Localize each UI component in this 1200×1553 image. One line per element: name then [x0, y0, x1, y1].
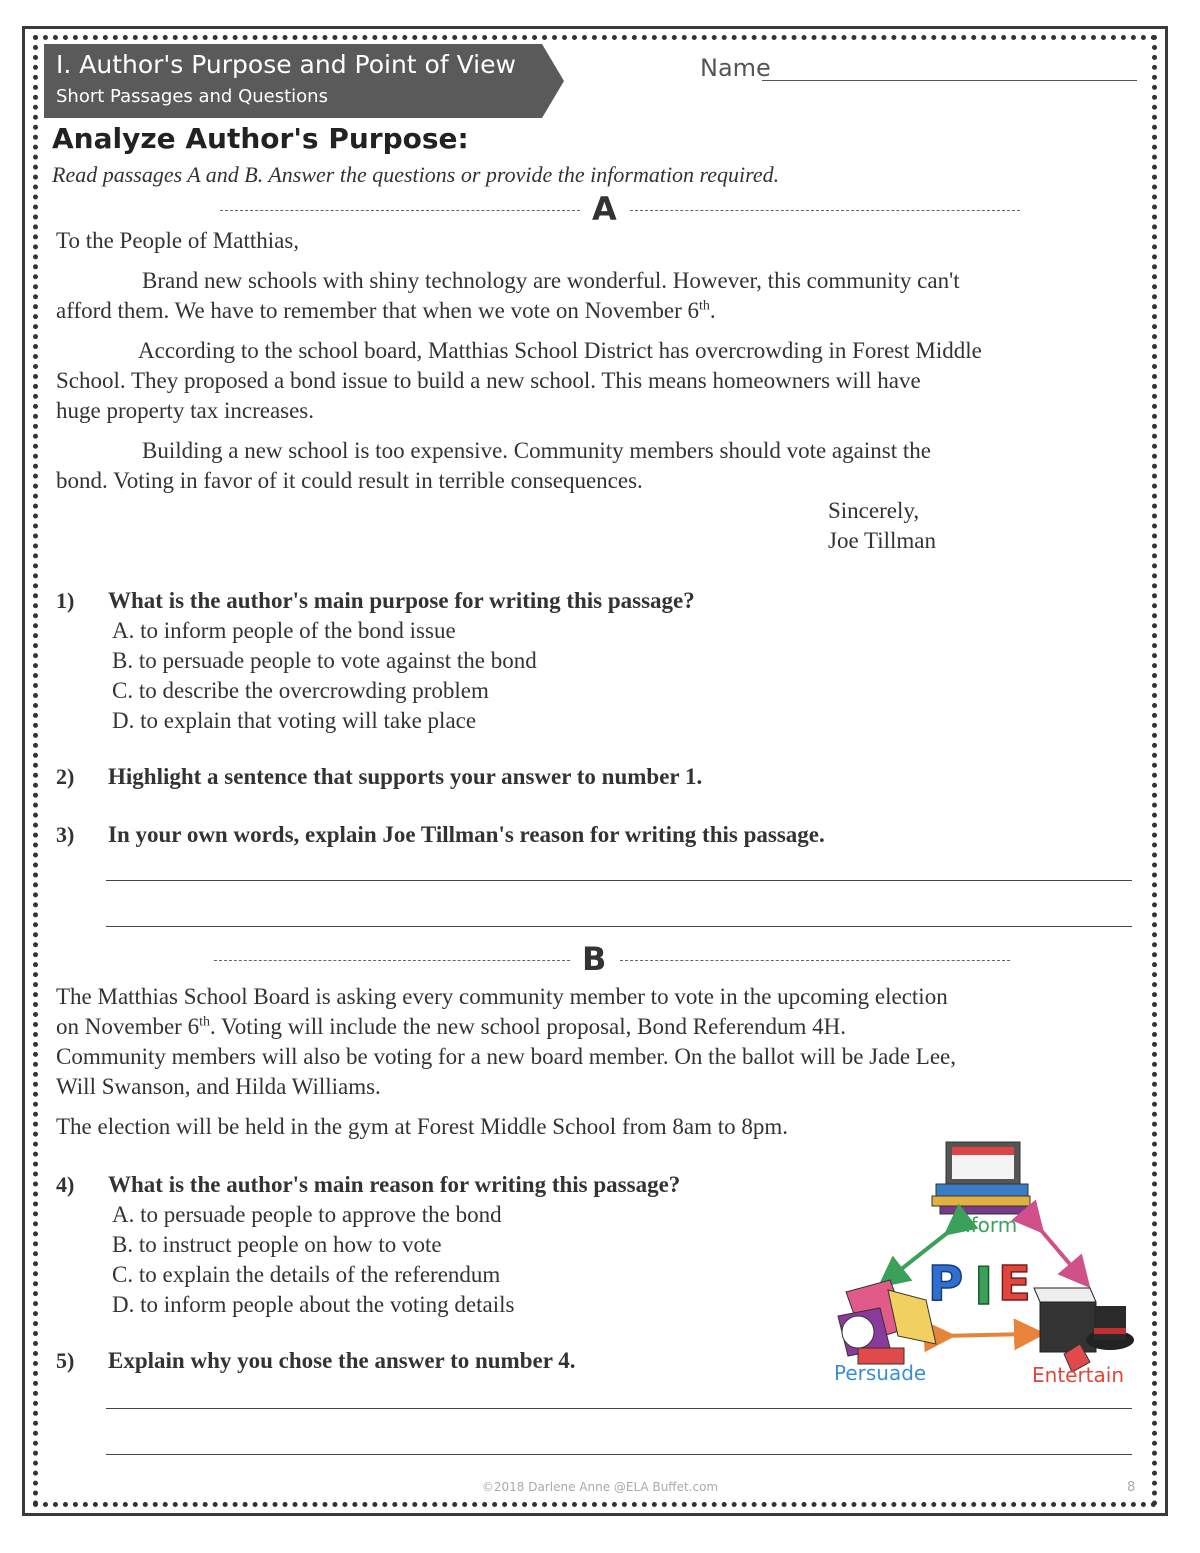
passage-b-divider	[214, 940, 1014, 978]
passage-a-signature: Joe Tillman	[828, 528, 937, 553]
copyright-footer: ©2018 Darlene Anne @ELA Buffet.com	[481, 1480, 719, 1494]
passage-b-line1: The Matthias School Board is asking every community member to vote in the upcoming election	[56, 984, 948, 1009]
name-field[interactable]	[762, 80, 1137, 81]
question-4-option-d[interactable]: D. to inform people about the voting details	[112, 1292, 515, 1317]
pie-letter-i: I	[974, 1257, 994, 1317]
question-2-number: 2)	[56, 764, 75, 789]
passage-a-divider	[220, 190, 1020, 228]
pie-graphic	[828, 1140, 1138, 1390]
banner-title: I. Author's Purpose and Point of View	[56, 50, 516, 79]
question-3-answer-line-2[interactable]	[106, 926, 1132, 927]
question-5-answer-line-1[interactable]	[106, 1408, 1132, 1409]
section-heading: Analyze Author's Purpose:	[52, 122, 469, 155]
laptop-books-icon	[932, 1142, 1030, 1214]
passage-b-line4: Will Swanson, and Hilda Williams.	[56, 1074, 381, 1099]
passage-a-closing: Sincerely,	[828, 498, 920, 523]
clapperboard-hat-icon	[1034, 1288, 1134, 1372]
question-3-text: In your own words, explain Joe Tillman's reason for writing this passage.	[108, 822, 825, 847]
question-1-option-a[interactable]: A. to inform people of the bond issue	[112, 618, 456, 643]
page-number: 8	[1127, 1480, 1136, 1495]
passage-a-marker: A	[592, 190, 617, 228]
question-4-text: What is the author's main reason for writing this passage?	[108, 1172, 681, 1197]
name-label: Name	[700, 54, 771, 82]
question-4-option-a[interactable]: A. to persuade people to approve the bond	[112, 1202, 502, 1227]
question-3-answer-line-1[interactable]	[106, 880, 1132, 881]
passage-a-p1-line1: Brand new schools with shiny technology are wonderful. However, this community can't	[142, 268, 960, 293]
passage-a-salutation: To the People of Matthias,	[56, 228, 300, 253]
pie-inform-label: Inform	[952, 1213, 1018, 1237]
pie-persuade-label: Persuade	[834, 1361, 927, 1385]
passage-a-p2-line3: huge property tax increases.	[56, 398, 315, 423]
passage-b-marker: B	[582, 940, 607, 978]
pie-letter-e: E	[998, 1256, 1031, 1312]
question-1-option-d[interactable]: D. to explain that voting will take place	[112, 708, 477, 733]
question-1-text: What is the author's main purpose for writing this passage?	[108, 588, 695, 613]
question-5-text: Explain why you chose the answer to number 4.	[108, 1348, 576, 1373]
question-4-number: 4)	[56, 1172, 75, 1197]
passage-b-line2: on November 6th. Voting will include the new school proposal, Bond Referendum 4H.	[56, 1014, 847, 1039]
question-1-option-c[interactable]: C. to describe the overcrowding problem	[112, 678, 489, 703]
sale-tags-icon	[838, 1280, 936, 1364]
question-2-text: Highlight a sentence that supports your answer to number 1.	[108, 764, 703, 789]
passage-a-p3-line1: Building a new school is too expensive. Community members should vote against the	[142, 438, 931, 463]
passage-a-p1-line2: afford them. We have to remember that when we vote on November 6th.	[56, 298, 716, 323]
question-1-option-b[interactable]: B. to persuade people to vote against the bond	[112, 648, 537, 673]
question-4-option-b[interactable]: B. to instruct people on how to vote	[112, 1232, 442, 1257]
question-3-number: 3)	[56, 822, 75, 847]
pie-illustration	[828, 1140, 1138, 1390]
instructions: Read passages A and B. Answer the questions or provide the information required.	[52, 162, 780, 187]
question-4-option-c[interactable]: C. to explain the details of the referendum	[112, 1262, 501, 1287]
passage-a-p3-line2: bond. Voting in favor of it could result in terrible consequences.	[56, 468, 643, 493]
title-banner	[44, 44, 564, 118]
passage-a-p2-line2: School. They proposed a bond issue to build a new school. This means homeowners will have	[56, 368, 921, 393]
question-5-number: 5)	[56, 1348, 75, 1373]
banner-subtitle: Short Passages and Questions	[56, 86, 328, 107]
pie-entertain-label: Entertain	[1032, 1363, 1125, 1387]
question-1-number: 1)	[56, 588, 75, 613]
passage-b-line3: Community members will also be voting for a new board member. On the ballot will be Jade Lee,	[56, 1044, 956, 1069]
question-5-answer-line-2[interactable]	[106, 1454, 1132, 1455]
passage-a-p2-line1: According to the school board, Matthias School District has overcrowding in Forest Middle	[138, 338, 982, 363]
passage-b-line5: The election will be held in the gym at Forest Middle School from 8am to 8pm.	[56, 1114, 789, 1139]
pie-letter-p: P	[928, 1256, 964, 1312]
